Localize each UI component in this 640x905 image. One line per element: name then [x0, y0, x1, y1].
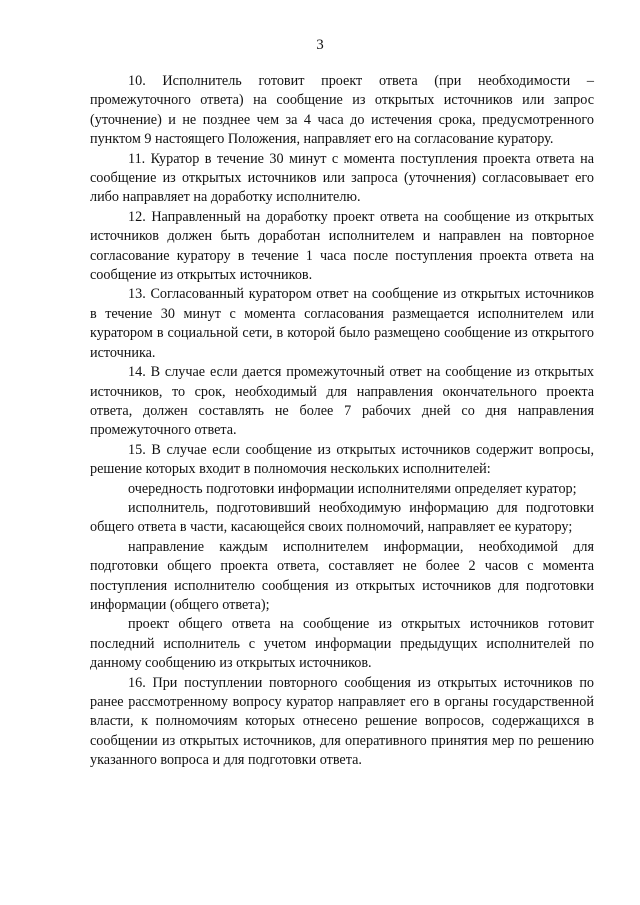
paragraph-10: 10. Исполнитель готовит проект ответа (при необходимости – промежуточного ответа) на сообщение из открытых источников или запрос (уточнение) и не позднее чем за 4 часа до истечения срока, предусмотренного пунктом 9 настоящего Положения, направляет его на согласование куратору.: [90, 73, 594, 148]
document-body: [90, 72, 594, 771]
paragraph-15-item-4: проект общего ответа на сообщение из открытых источников готовит последний исполнитель с учетом информации предыдущих исполнителей по данному сообщению из открытых источников.: [90, 616, 594, 672]
paragraph-15-item-3: направление каждым исполнителем информации, необходимой для подготовки общего проекта ответа, составляет не более 2 часов с момента поступления исполнителю сообщения из открытых источников для подготовки информации (общего ответа);: [90, 538, 594, 613]
paragraph-13: 13. Согласованный куратором ответ на сообщение из открытых источников в течение 30 минут с момента согласования размещается исполнителем или куратором в социальной сети, в которой было размещено сообщение из открытого источника.: [90, 286, 594, 361]
paragraph-12: 12. Направленный на доработку проект ответа на сообщение из открытых источников должен быть доработан исполнителем и направлен на повторное согласование куратору в течение 1 часа после поступления проекта ответа на сообщение из открытых источников.: [90, 208, 594, 284]
paragraph-16: 16. При поступлении повторного сообщения из открытых источников по ранее рассмотренному вопросу куратор направляет его в органы государственной власти, к полномочиям которых отнесено решение вопросов, содержащихся в сообщении из открытых источников, для оперативного принятия мер по решению указанного вопроса и для подготовки ответа.: [90, 674, 594, 769]
page-number: 3: [316, 37, 324, 53]
paragraph-15-item-1: очередность подготовки информации исполнителями определяет куратор;: [128, 480, 577, 497]
paragraph-11: 11. Куратор в течение 30 минут с момента поступления проекта ответа на сообщение из открытых источников или запроса (уточнения) согласовывает его либо направляет на доработку исполнителю.: [90, 150, 594, 206]
paragraph-15: 15. В случае если сообщение из открытых источников содержит вопросы, решение которых входит в полномочия нескольких исполнителей:: [90, 441, 594, 478]
paragraph-15-item-2: исполнитель, подготовивший необходимую информацию для подготовки общего ответа в части, касающейся своих полномочий, направляет ее куратору;: [90, 499, 594, 536]
paragraph-14: 14. В случае если дается промежуточный ответ на сообщение из открытых источников, то срок, необходимый для направления окончательного проекта ответа, должен составлять не более 7 рабочих дней со дня направления промежуточного ответа.: [90, 364, 594, 439]
